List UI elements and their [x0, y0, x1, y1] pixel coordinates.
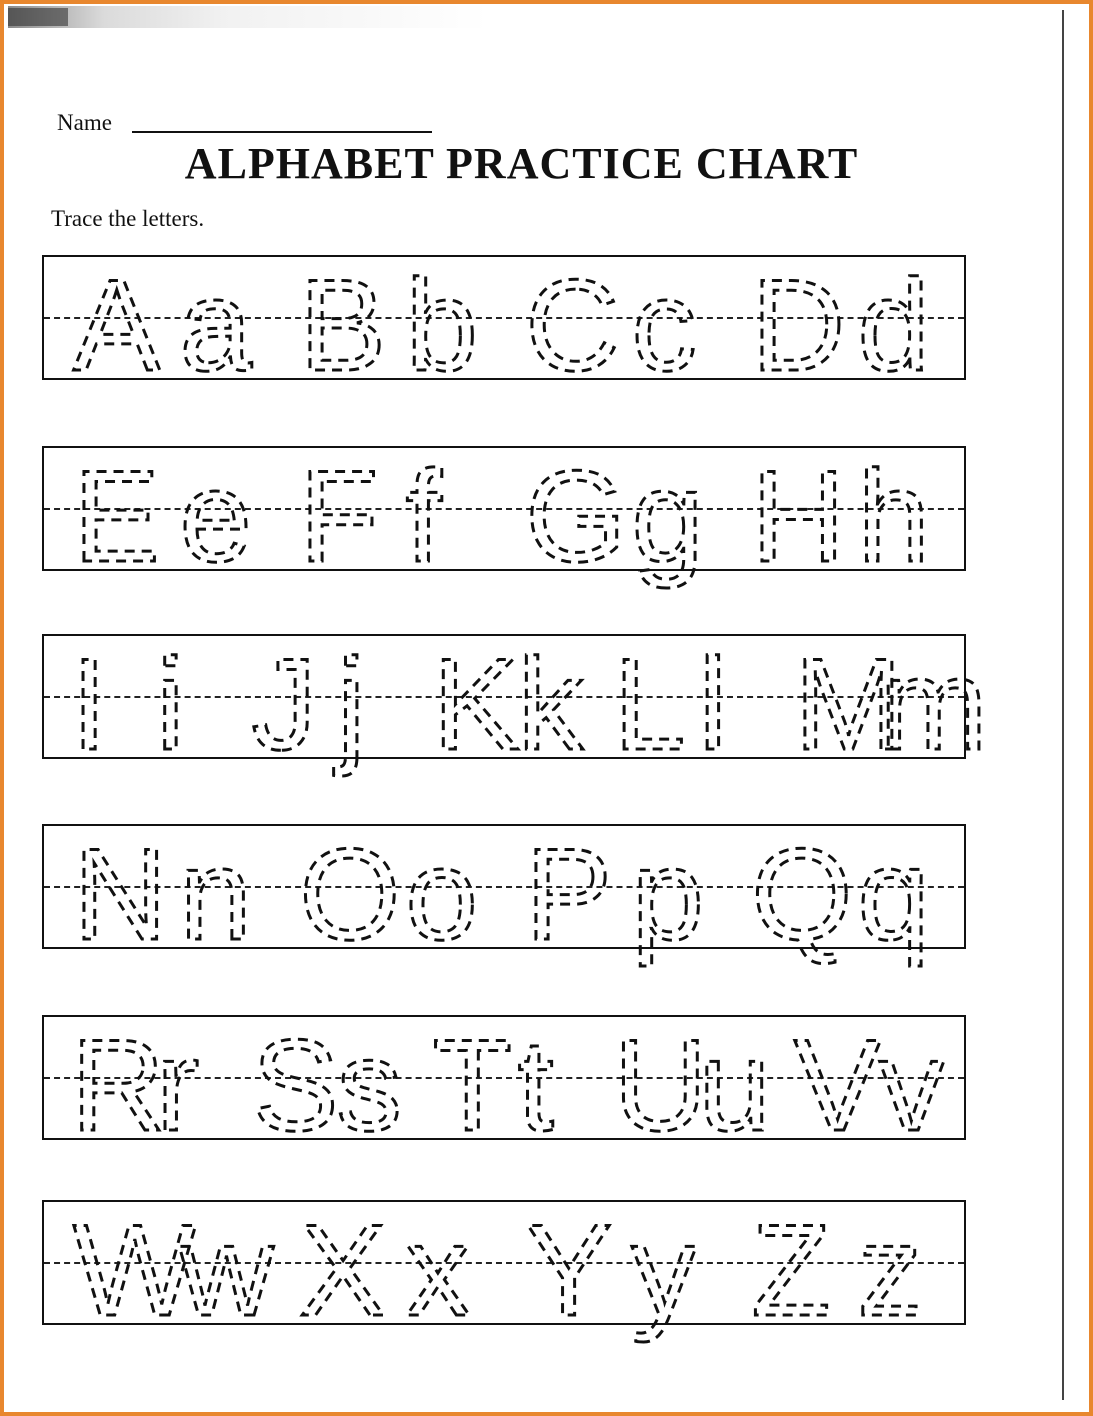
letter-b-lowercase: b — [405, 252, 478, 398]
instructions-text: Trace the letters. — [51, 206, 205, 231]
letter-c-lowercase: c — [631, 252, 697, 398]
letter-l-lowercase: l — [698, 631, 728, 777]
letter-L-uppercase: L — [613, 631, 686, 777]
letter-d-lowercase: d — [857, 252, 930, 398]
letter-D-uppercase: D — [751, 252, 846, 398]
letter-t-lowercase: t — [517, 1012, 554, 1158]
name-label: Name — [57, 110, 112, 135]
letter-z-lowercase: z — [857, 1197, 923, 1343]
letter-q-lowercase: q — [857, 821, 930, 967]
letter-W-uppercase: W — [73, 1197, 197, 1343]
tracing-letters-row-6 — [42, 1197, 966, 1400]
letter-S-uppercase: S — [251, 1012, 339, 1158]
letter-X-uppercase: X — [299, 1197, 387, 1343]
scan-artifact — [8, 6, 488, 28]
letter-m-lowercase: m — [879, 631, 988, 777]
letter-p-lowercase: p — [631, 821, 704, 967]
letter-f-lowercase: f — [405, 443, 442, 589]
scan-artifact-dark — [8, 8, 68, 26]
tracing-letters-row-2 — [42, 443, 966, 646]
letter-C-uppercase: C — [525, 252, 620, 398]
letter-K-uppercase: K — [432, 631, 520, 777]
letter-Y-uppercase: Y — [525, 1197, 613, 1343]
letter-E-uppercase: E — [73, 443, 161, 589]
tracing-letters-row-1 — [42, 252, 966, 455]
letter-H-uppercase: H — [751, 443, 846, 589]
letter-y-lowercase: y — [631, 1197, 697, 1343]
page-title: ALPHABET PRACTICE CHART — [184, 139, 859, 188]
letter-N-uppercase: N — [73, 821, 168, 967]
letter-x-lowercase: x — [405, 1197, 471, 1343]
letter-u-lowercase: u — [698, 1012, 771, 1158]
letter-J-uppercase: J — [251, 631, 317, 777]
letter-v-lowercase: v — [879, 1012, 945, 1158]
letter-Q-uppercase: Q — [751, 821, 853, 967]
letter-G-uppercase: G — [525, 443, 627, 589]
letter-R-uppercase: R — [71, 1012, 165, 1158]
letter-n-lowercase: n — [179, 821, 252, 967]
letter-F-uppercase: F — [299, 443, 379, 589]
page-edge-line — [1062, 10, 1064, 1400]
letter-o-lowercase: o — [405, 821, 478, 967]
letter-M-uppercase: M — [794, 631, 903, 777]
letter-w-lowercase: w — [179, 1197, 274, 1343]
letter-P-uppercase: P — [525, 821, 613, 967]
tracing-letters-row-5 — [42, 1012, 966, 1215]
letter-k-lowercase: k — [517, 631, 583, 777]
name-field-line[interactable] — [132, 131, 432, 133]
letter-B-uppercase: B — [299, 252, 387, 398]
letter-V-uppercase: V — [794, 1012, 881, 1158]
letter-I-uppercase: I — [71, 631, 108, 777]
letter-i-lowercase: i — [156, 631, 185, 777]
letter-A-uppercase: A — [73, 252, 161, 398]
letter-O-uppercase: O — [299, 821, 401, 967]
letter-h-lowercase: h — [857, 443, 930, 589]
letter-U-uppercase: U — [613, 1012, 708, 1158]
letter-Z-uppercase: Z — [751, 1197, 831, 1343]
letter-r-lowercase: r — [156, 1012, 200, 1158]
tracing-letters-row-3 — [42, 631, 988, 834]
letter-T-uppercase: T — [432, 1012, 513, 1158]
letter-g-lowercase: g — [631, 443, 704, 589]
letter-a-lowercase: a — [179, 252, 252, 398]
letter-e-lowercase: e — [179, 443, 252, 589]
letter-s-lowercase: s — [336, 1012, 402, 1158]
letter-j-lowercase: j — [336, 631, 366, 777]
tracing-letters-row-4 — [42, 821, 966, 1024]
